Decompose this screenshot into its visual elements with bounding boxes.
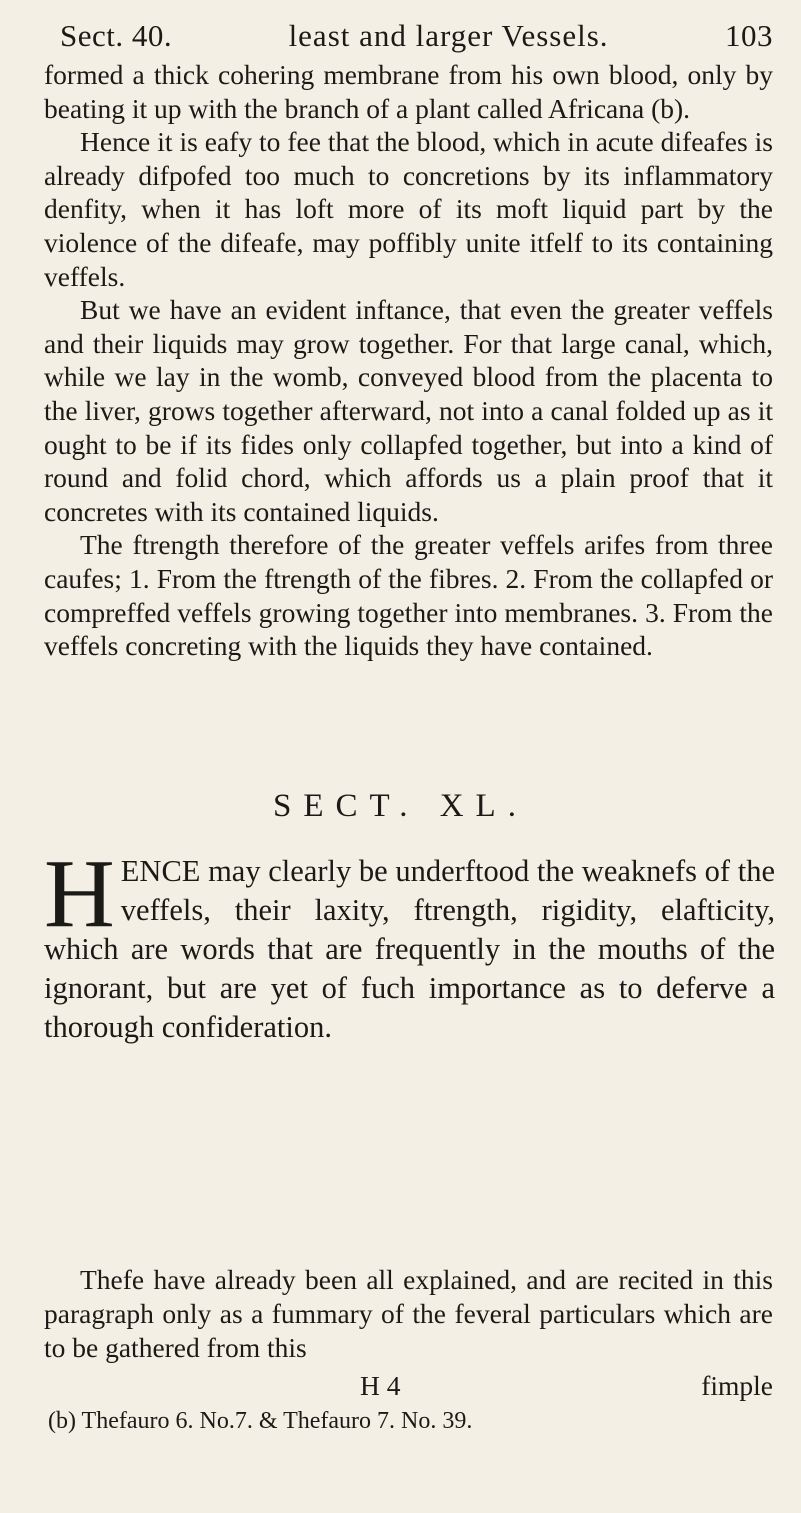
section-body [44, 840, 775, 1047]
paragraph: The ftrength therefore of the greater veffels arifes from three caufes; 1. From the ftrength of the fibres. 2. From the collapfed or compreffed veffels growing together into membranes. 3. From the veffels concreting with the liquids they have contained. [44, 529, 773, 662]
section-heading: SECT. XL. [273, 788, 528, 824]
section-paragraph: ENCE may clearly be underftood the weaknefs of the veffels, their laxity, ftrength, rigidity, elafticity, which are words that are frequently in the mouths of the ignorant, but are yet of fuch importance as to deferve a thorough confideration. [44, 854, 775, 1044]
section-reference: Sect. 40. [60, 18, 173, 53]
paragraph: But we have an evident inftance, that even the greater veffels and their liquids may grow together. For that large canal, which, while we lay in the womb, conveyed blood from the placenta to the liver, grows together afterward, not into a canal folded up as it ought to be if its fides only collapfed together, but into a kind of round and folid chord, which affords us a plain proof that it concretes with its contained liquids. [44, 294, 773, 527]
summary-paragraph [44, 1263, 773, 1365]
signature-mark: H 4 [360, 1370, 401, 1401]
paragraph: Hence it is eafy to fee that the blood, which in acute difeafes is already difpofed too much to concretions by its inflammatory denfity, when it has loft more of its moft liquid part by the violence of the difeafe, may poffibly unite itfelf to its containing veffels. [44, 126, 773, 292]
running-head [60, 18, 773, 54]
paragraph: Thefe have already been all explained, and are recited in this paragraph only as a fummary of the feveral particulars which are to be gathered from this [44, 1264, 773, 1363]
paragraph-continuation: formed a thick cohering membrane from his own blood, only by beating it up with the branch of a plant called Africana (b). [44, 59, 773, 124]
catchword: fimple [701, 1370, 773, 1401]
body-text [44, 58, 773, 663]
page-number: 103 [725, 18, 773, 53]
footnote: (b) Thefauro 6. No.7. & Thefauro 7. No. 39. [48, 1408, 473, 1434]
running-title: least and larger Vessels. [288, 18, 609, 53]
drop-cap: H [44, 840, 115, 948]
